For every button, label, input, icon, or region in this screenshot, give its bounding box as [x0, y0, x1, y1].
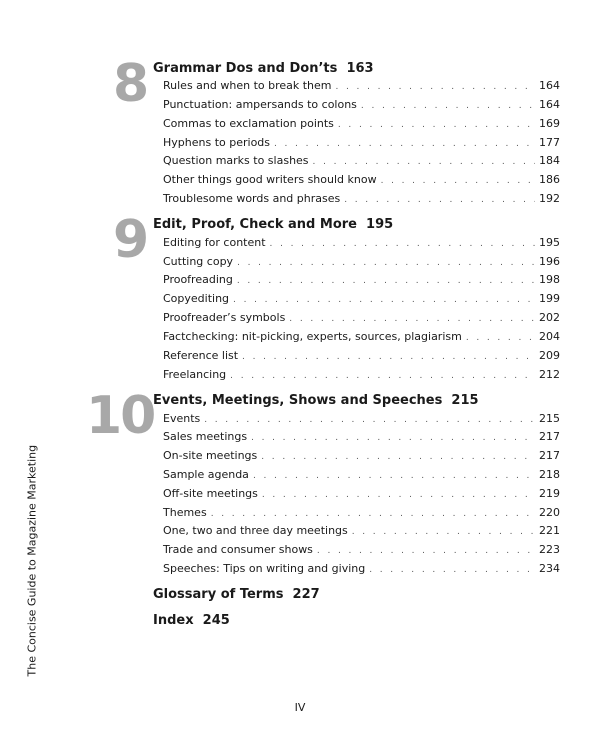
toc-entry[interactable]: [163, 368, 560, 387]
entry-page: 164: [539, 79, 560, 92]
toc-entry[interactable]: [163, 192, 560, 211]
chapter-title-text: Edit, Proof, Check and More: [153, 217, 357, 232]
entry-title: One, two and three day meetings: [163, 524, 348, 537]
entry-page: 217: [539, 430, 560, 443]
entry-title: Events: [163, 412, 201, 425]
dot-leader: [344, 195, 535, 205]
chapter-title-text: Grammar Dos and Don’ts: [153, 61, 338, 76]
dot-leader: [361, 101, 535, 111]
dot-leader: [313, 157, 535, 167]
entry-page: 204: [539, 330, 560, 343]
entry-title: Troublesome words and phrases: [163, 192, 341, 205]
entry-page: 184: [539, 154, 560, 167]
toc-entry[interactable]: [163, 487, 560, 506]
dot-leader: [336, 82, 535, 92]
entry-title: Cutting copy: [163, 255, 234, 268]
dot-leader: [352, 527, 535, 537]
entry-title: On-site meetings: [163, 449, 258, 462]
index-title: Index: [153, 613, 194, 628]
chapter-number: 10: [86, 386, 155, 446]
entry-page: 177: [539, 136, 560, 149]
dot-leader: [230, 371, 535, 381]
entry-page: 164: [539, 98, 560, 111]
toc-entry[interactable]: [163, 117, 560, 136]
entry-page: 220: [539, 506, 560, 519]
chapter-page: 163: [346, 61, 374, 76]
entry-title: Trade and consumer shows: [163, 543, 313, 556]
entry-title: Hyphens to periods: [163, 136, 271, 149]
dot-leader: [289, 314, 535, 324]
entry-title: Punctuation: ampersands to colons: [163, 98, 357, 111]
chapter-title[interactable]: [153, 61, 374, 76]
glossary-page: 227: [292, 587, 320, 602]
toc-entry[interactable]: [163, 79, 560, 98]
toc-entry[interactable]: [163, 330, 560, 349]
toc-entry[interactable]: [163, 154, 560, 173]
entry-page: 218: [539, 468, 560, 481]
dot-leader: [251, 433, 535, 443]
chapter-title-text: Events, Meetings, Shows and Speeches: [153, 393, 443, 408]
entry-title: Factchecking: nit-picking, experts, sources, plagiarism: [163, 330, 462, 343]
toc-entry[interactable]: [163, 430, 560, 449]
toc-entry[interactable]: [163, 543, 560, 562]
dot-leader: [233, 295, 535, 305]
dot-leader: [274, 139, 535, 149]
entry-page: 198: [539, 273, 560, 286]
entry-page: 219: [539, 487, 560, 500]
entry-page: 221: [539, 524, 560, 537]
entry-title: Speeches: Tips on writing and giving: [163, 562, 366, 575]
dot-leader: [369, 565, 535, 575]
toc-entry[interactable]: [163, 236, 560, 255]
index-page: 245: [202, 613, 230, 628]
toc-entry[interactable]: [163, 311, 560, 330]
chapter-number: 9: [113, 210, 148, 270]
toc-entry[interactable]: [163, 468, 560, 487]
entry-title: Commas to exclamation points: [163, 117, 334, 130]
running-title: The Concise Guide to Magazine Marketing: [25, 444, 39, 677]
chapter-page: 195: [366, 217, 394, 232]
dot-leader: [381, 176, 535, 186]
entry-title: Rules and when to break them: [163, 79, 332, 92]
entry-title: Freelancing: [163, 368, 227, 381]
entry-page: 223: [539, 543, 560, 556]
toc-entry[interactable]: [163, 136, 560, 155]
entry-page: 199: [539, 292, 560, 305]
entry-title: Reference list: [163, 349, 239, 362]
toc-entry[interactable]: [163, 506, 560, 525]
toc-entry[interactable]: [163, 255, 560, 274]
chapter-number: 8: [113, 54, 148, 114]
glossary-title: Glossary of Terms: [153, 587, 284, 602]
toc-entry[interactable]: [163, 412, 560, 431]
dot-leader: [270, 239, 535, 249]
entry-title: Sales meetings: [163, 430, 248, 443]
dot-leader: [317, 546, 535, 556]
toc-entry[interactable]: [163, 349, 560, 368]
dot-leader: [237, 258, 535, 268]
entry-page: 202: [539, 311, 560, 324]
entry-title: Other things good writers should know: [163, 173, 377, 186]
entry-page: 169: [539, 117, 560, 130]
toc-entry[interactable]: [163, 98, 560, 117]
toc-entry[interactable]: [163, 173, 560, 192]
page-number: IV: [294, 701, 306, 714]
dot-leader: [338, 120, 535, 130]
entry-page: 217: [539, 449, 560, 462]
entry-page: 234: [539, 562, 560, 575]
entry-title: Proofreading: [163, 273, 233, 286]
index-entry[interactable]: [153, 613, 230, 628]
entry-title: Editing for content: [163, 236, 266, 249]
entry-page: 195: [539, 236, 560, 249]
dot-leader: [242, 352, 535, 362]
dot-leader: [211, 509, 535, 519]
toc-entry[interactable]: [163, 449, 560, 468]
entry-page: 186: [539, 173, 560, 186]
entry-title: Themes: [163, 506, 207, 519]
dot-leader: [204, 415, 535, 425]
glossary-entry[interactable]: [153, 587, 320, 602]
dot-leader: [262, 490, 535, 500]
dot-leader: [237, 276, 535, 286]
chapter-title[interactable]: [153, 217, 393, 232]
dot-leader: [466, 333, 535, 343]
entry-title: Proofreader’s symbols: [163, 311, 286, 324]
toc-entry[interactable]: [163, 292, 560, 311]
entry-page: 192: [539, 192, 560, 205]
dot-leader: [253, 471, 535, 481]
entry-page: 209: [539, 349, 560, 362]
entry-title: Question marks to slashes: [163, 154, 309, 167]
entry-page: 215: [539, 412, 560, 425]
entry-title: Off-site meetings: [163, 487, 258, 500]
entry-page: 196: [539, 255, 560, 268]
toc-entry[interactable]: [163, 524, 560, 543]
dot-leader: [261, 452, 535, 462]
toc-entry[interactable]: [163, 273, 560, 292]
entry-title: Sample agenda: [163, 468, 249, 481]
chapter-page: 215: [451, 393, 479, 408]
entry-page: 212: [539, 368, 560, 381]
chapter-title[interactable]: [153, 393, 479, 408]
entry-title: Copyediting: [163, 292, 230, 305]
toc-entry[interactable]: [163, 562, 560, 581]
